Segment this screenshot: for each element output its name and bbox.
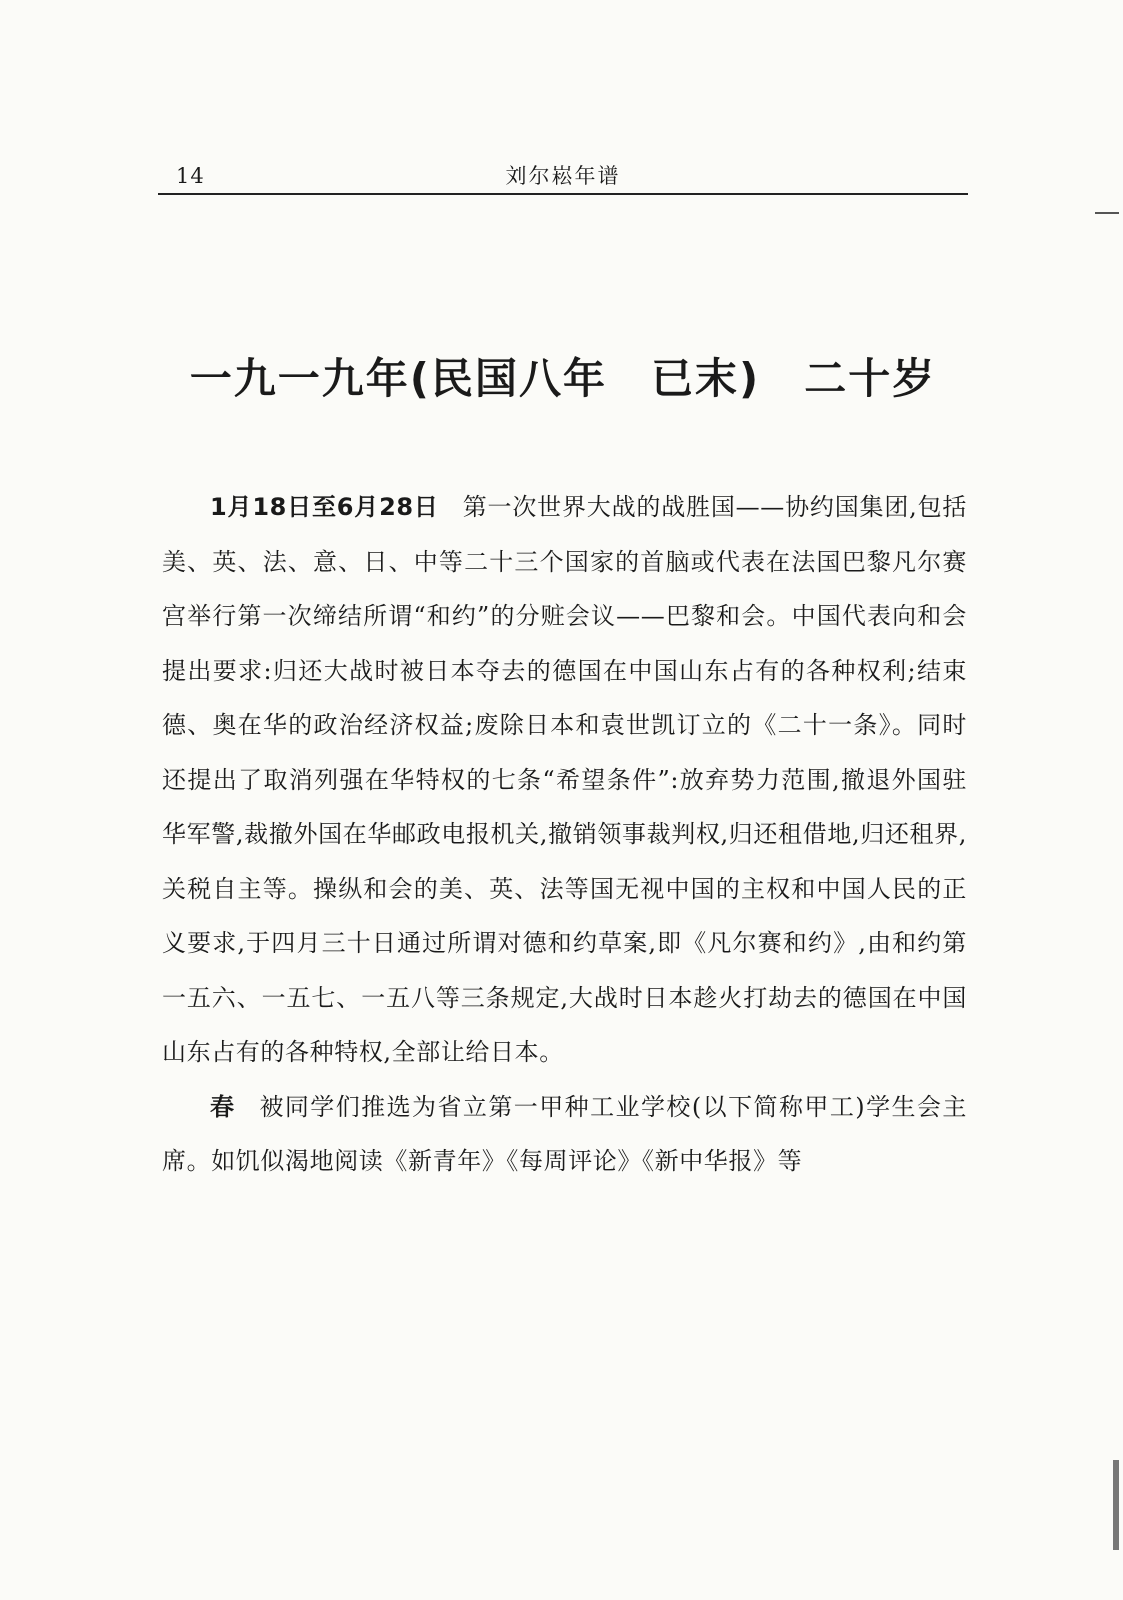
entry-date: 1月18日至6月28日 [210, 493, 439, 521]
page-number: 14 [176, 164, 205, 188]
chronology-entry [162, 1080, 967, 1189]
entry-text: 被同学们推选为省立第一甲种工业学校(以下简称甲工)学生会主席。如饥似渴地阅读《新青年》《每周评论》《新中华报》等 [162, 1092, 967, 1175]
running-header [158, 150, 968, 190]
chronology-entry [162, 480, 967, 1080]
scan-margin-mark [1095, 212, 1119, 214]
header-rule [158, 193, 968, 195]
scan-margin-mark [1113, 1460, 1119, 1550]
book-title: 刘尔崧年谱 [505, 164, 621, 188]
chapter-title: 一九一九年(民国八年 已末) 二十岁 [189, 354, 937, 404]
entry-text: 第一次世界大战的战胜国——协约国集团,包括美、英、法、意、日、中等二十三个国家的首脑或代表在法国巴黎凡尔赛宫举行第一次缔结所谓“和约”的分赃会议——巴黎和会。中国代表向和会提出要求:归还大战时被日本夺去的德国在中国山东占有的各种权利;结束德、奥在华的政治经济权益;废除日本和袁世凯订立的《二十一条》。同时还提出了取消列强在华特权的七条“希望条件”:放弃势力范围,撤退外国驻华军警,裁撤外国在华邮政电报机关,撤销领事裁判权,归还租借地,归还租界,关税自主等。操纵和会的美、英、法等国无视中国的主权和中国人民的正义要求,于四月三十日通过所谓对德和约草案,即《凡尔赛和约》,由和约第一五六、一五七、一五八等三条规定,大战时日本趁火打劫去的德国在中国山东占有的各种特权,全部让给日本。 [162, 493, 967, 1066]
body-text [162, 480, 967, 1189]
entry-date: 春 [210, 1092, 236, 1121]
